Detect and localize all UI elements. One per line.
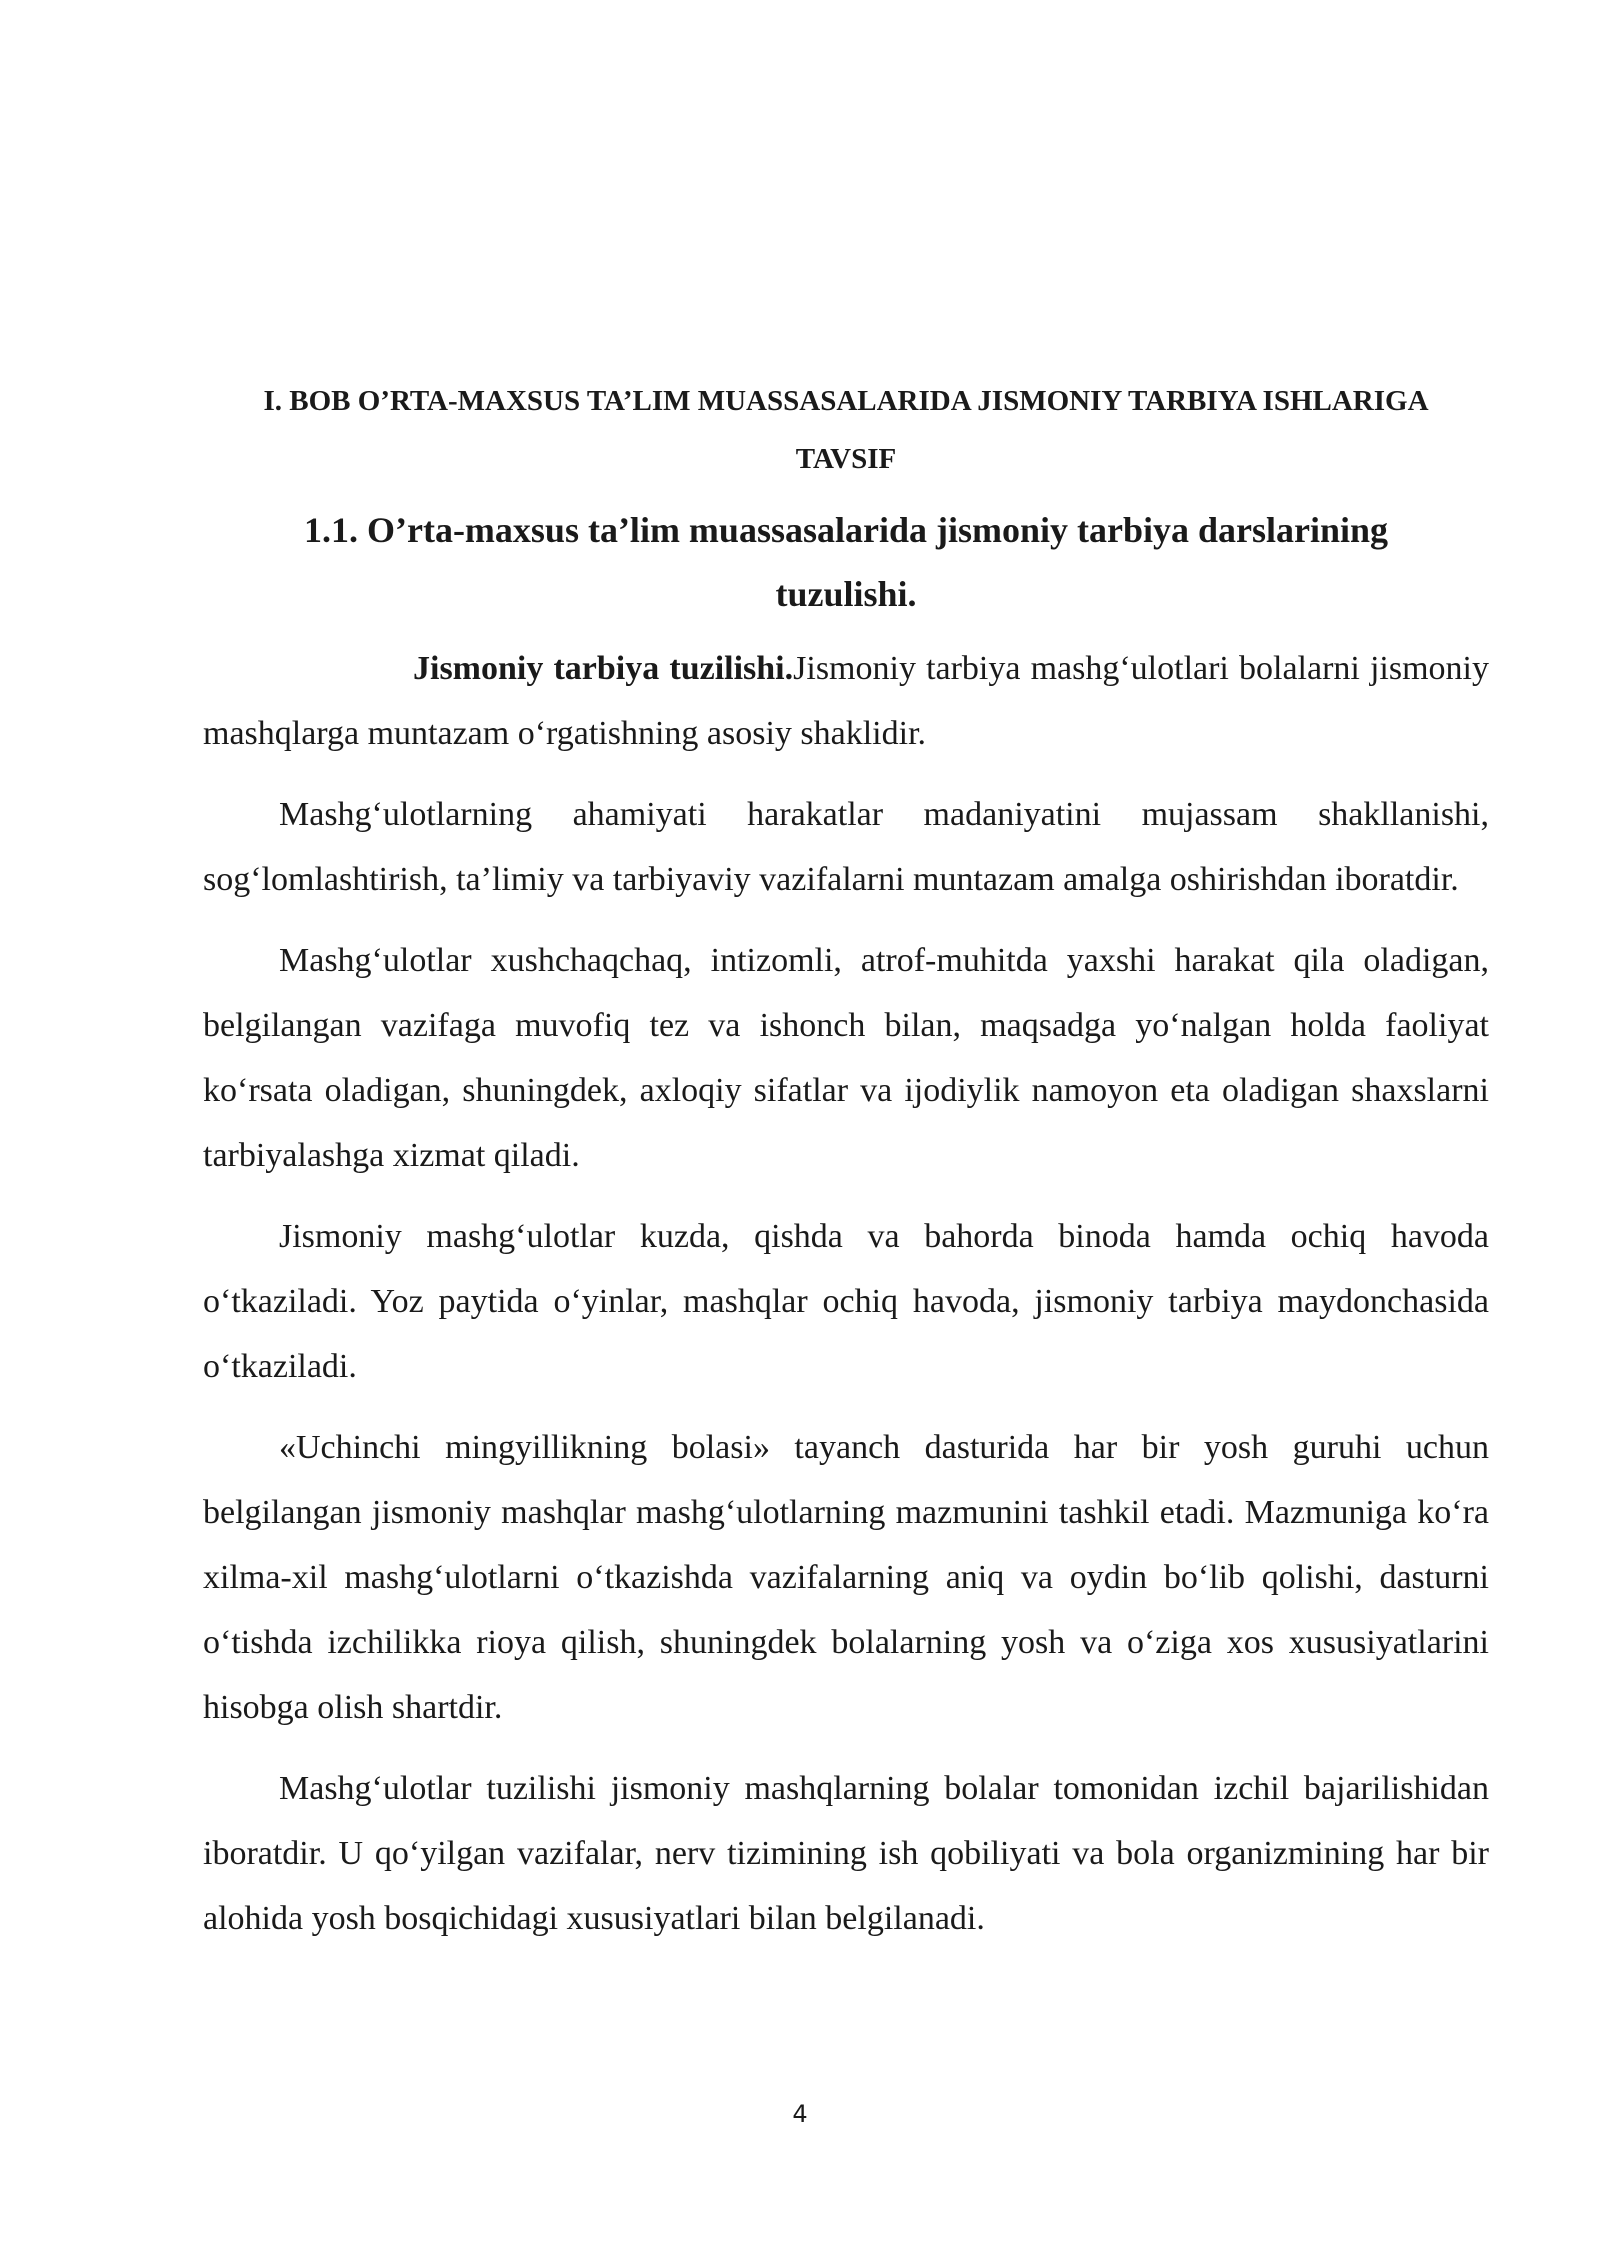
paragraph-2: Mashg‘ulotlarning ahamiyati harakatlar madaniyatini mujassam shakllanishi, sog‘lomlashtirish, ta’limiy va tarbiyaviy vazifalarni muntazam amalga oshirishdan iboratdir. bbox=[203, 796, 1489, 898]
page-number: 4 bbox=[792, 2100, 808, 2128]
chapter-title: I. BOB O’RTA-MAXSUS TA’LIM MUASSASALARIDA JISMONIY TARBIYA ISHLARIGA TAVSIF bbox=[263, 385, 1429, 475]
paragraph-1 bbox=[203, 636, 1489, 766]
paragraph-1-text: Jismoniy tarbiya mashg‘ulotlari bolalarni jismoniy mashqlarga muntazam o‘rgatishning asosiy shaklidir. bbox=[203, 650, 1489, 752]
paragraph-4: Jismoniy mashg‘ulotlar kuzda, qishda va bahorda binoda hamda ochiq havoda o‘tkaziladi. Yoz paytida o‘yinlar, mashqlar ochiq havoda, jismoniy tarbiya maydonchasida o‘tkaziladi. bbox=[203, 1218, 1489, 1385]
paragraph-1-lead: Jismoniy tarbiya tuzilishi. bbox=[413, 650, 794, 687]
paragraph-5: «Uchinchi mingyillikning bolasi» tayanch dasturida har bir yosh guruhi uchun belgilangan jismoniy mashqlar mashg‘ulotlarning mazmunini tashkil etadi. Mazmuniga ko‘ra xilma-xil mashg‘ulotlarni o‘tkazishda vazifalarning aniq va oydin bo‘lib qolishi, dasturni o‘tishda izchilikka rioya qilish, shuningdek bolalarning yosh va o‘ziga xos xususiyatlarini hisobga olish shartdir. bbox=[203, 1429, 1489, 1726]
page-content bbox=[203, 372, 1489, 1967]
paragraph-6: Mashg‘ulotlar tuzilishi jismoniy mashqlarning bolalar tomonidan izchil bajarilishidan iboratdir. U qo‘yilgan vazifalar, nerv tizimining ish qobiliyati va bola organizmining har bir alohida yosh bosqichidagi xususiyatlari bilan belgilanadi. bbox=[203, 1770, 1489, 1937]
paragraph-3: Mashg‘ulotlar xushchaqchaq, intizomli, atrof-muhitda yaxshi harakat qila oladigan, belgilangan vazifaga muvofiq tez va ishonch bilan, maqsadga yo‘nalgan holda faoliyat ko‘rsata oladigan, shuningdek, axloqiy sifatlar va ijodiylik namoyon eta oladigan shaxslarni tarbiyalashga xizmat qiladi. bbox=[203, 942, 1489, 1174]
section-title: 1.1. O’rta-maxsus ta’lim muassasalarida jismoniy tarbiya darslarining tuzulishi. bbox=[303, 510, 1389, 614]
